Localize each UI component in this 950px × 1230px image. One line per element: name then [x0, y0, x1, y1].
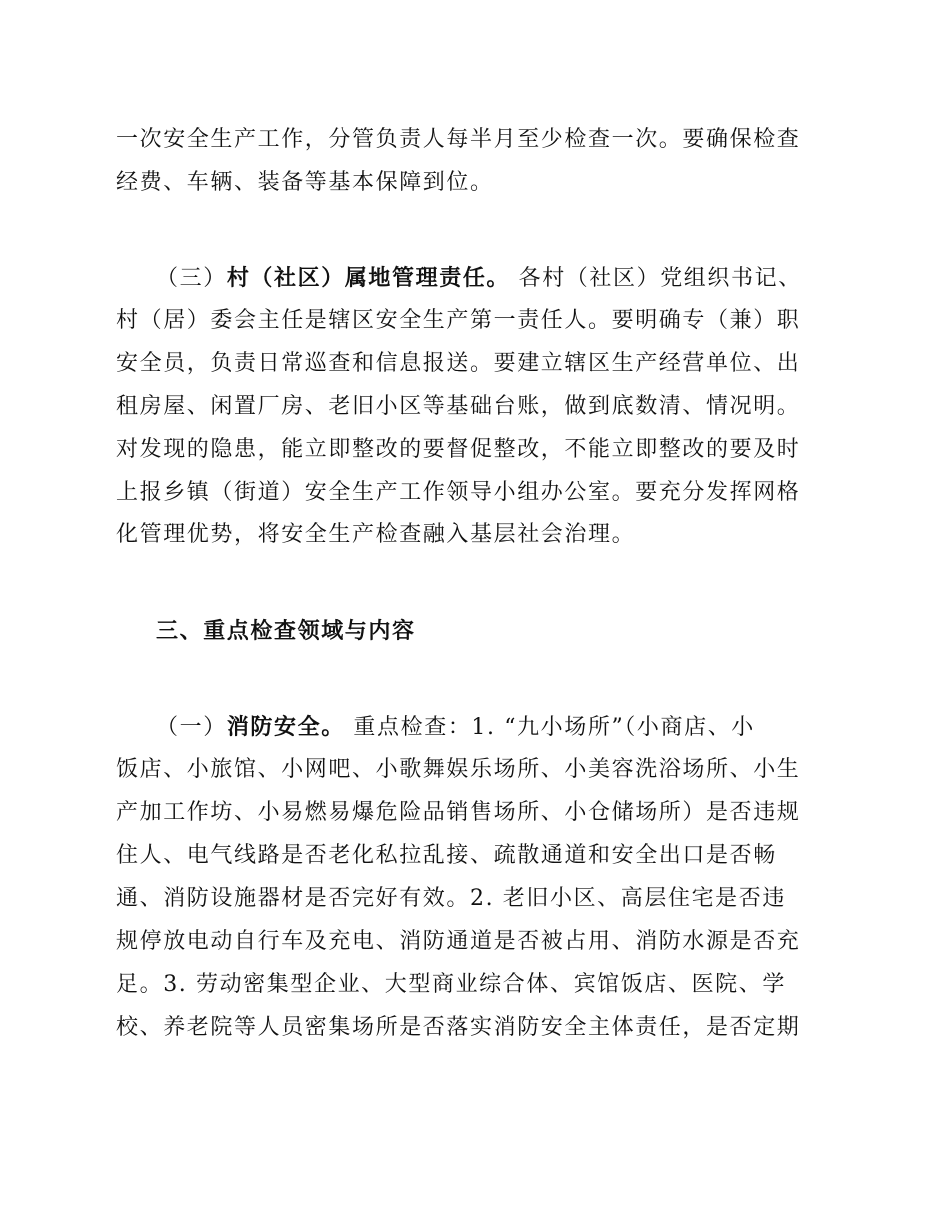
- paragraph-line: 租房屋、闲置厂房、老旧小区等基础台账，做到底数清、情况明。: [116, 394, 801, 419]
- section-heading: 三、重点检查领域与内容: [156, 618, 416, 644]
- paragraph-lead: （三）: [156, 266, 227, 291]
- paragraph-line: 住人、电气线路是否老化私拉乱接、疏散通道和安全出口是否畅: [116, 843, 777, 868]
- paragraph-line: 安全员，负责日常巡查和信息报送。要建立辖区生产经营单位、出: [116, 351, 801, 376]
- paragraph-line: 经费、车辆、装备等基本保障到位。: [116, 170, 494, 195]
- paragraph-heading: 消防安全。: [226, 714, 345, 740]
- paragraph-line: 足。3. 劳动密集型企业、大型商业综合体、宾馆饭店、医院、学: [116, 972, 786, 997]
- paragraph-text: 重点检查：1. “九小场所”（小商店、小: [353, 715, 755, 740]
- paragraph-line: 村（居）委会主任是辖区安全生产第一责任人。要明确专（兼）职: [116, 308, 801, 333]
- paragraph-first-line: [156, 263, 876, 294]
- paragraph-line: 校、养老院等人员密集场所是否落实消防安全主体责任，是否定期: [116, 1015, 801, 1040]
- paragraph-line: 一次安全生产工作，分管负责人每半月至少检查一次。要确保检查: [116, 127, 801, 152]
- paragraph-lead: （一）: [156, 715, 227, 740]
- paragraph-line: 上报乡镇（街道）安全生产工作领导小组办公室。要充分发挥网格: [116, 480, 801, 505]
- paragraph-line: 通、消防设施器材是否完好有效。2. 老旧小区、高层住宅是否违: [116, 886, 786, 911]
- paragraph-line: 规停放电动自行车及充电、消防通道是否被占用、消防水源是否充: [116, 929, 801, 954]
- paragraph-line: 对发现的隐患，能立即整改的要督促整改，不能立即整改的要及时: [116, 437, 801, 462]
- paragraph-text: 各村（社区）党组织书记、: [518, 266, 802, 291]
- paragraph-heading: 村（社区）属地管理责任。: [226, 265, 511, 291]
- paragraph-first-line: [156, 712, 876, 743]
- paragraph-line: 产加工作坊、小易燃易爆危险品销售场所、小仓储场所）是否违规: [116, 800, 801, 825]
- paragraph-line: 化管理优势，将安全生产检查融入基层社会治理。: [116, 522, 636, 547]
- paragraph-line: 饭店、小旅馆、小网吧、小歌舞娱乐场所、小美容洗浴场所、小生: [116, 757, 801, 782]
